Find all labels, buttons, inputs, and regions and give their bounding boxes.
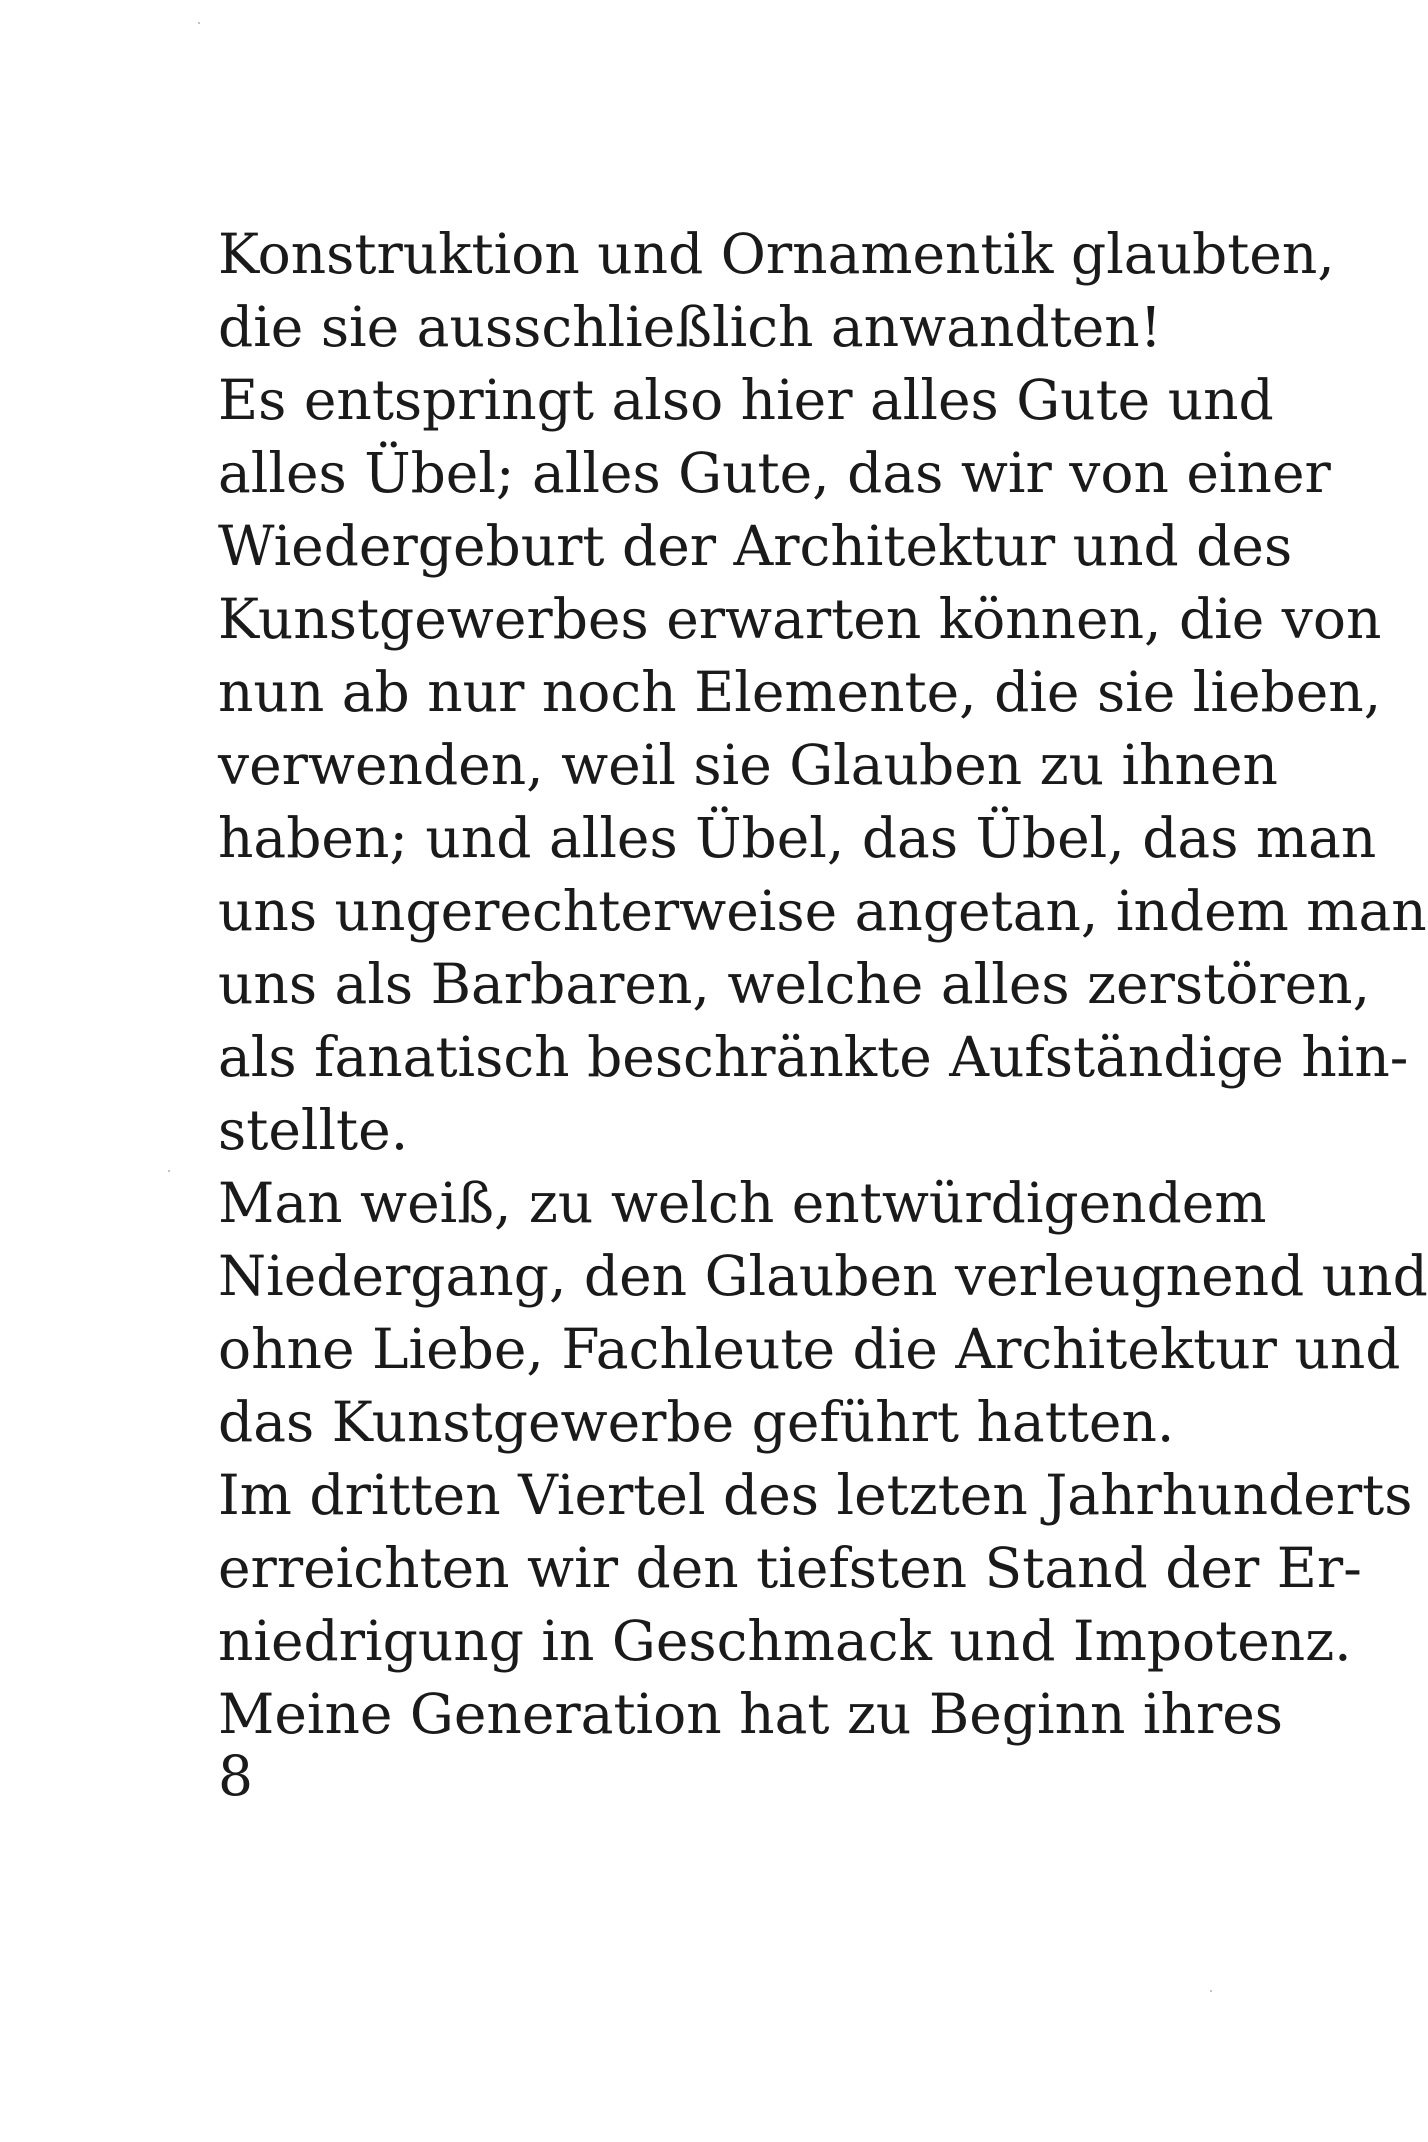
text-line: uns ungerechterweise angetan, indem man	[218, 879, 1427, 943]
text-line: nun ab nur noch Elemente, die sie lieben,	[218, 660, 1382, 724]
scan-speck	[1210, 1990, 1212, 1992]
text-line: Man weiß, zu welch entwürdigendem	[218, 1171, 1267, 1235]
page-number: 8	[218, 1744, 253, 1808]
scan-speck	[198, 22, 200, 24]
text-line: Niedergang, den Glauben verleugnend und	[218, 1244, 1428, 1308]
text-line: das Kunstgewerbe geführt hatten.	[218, 1390, 1175, 1454]
body-text	[218, 218, 1428, 1751]
text-line: Im dritten Viertel des letzten Jahrhunderts	[218, 1463, 1413, 1527]
text-line: verwenden, weil sie Glauben zu ihnen	[218, 733, 1278, 797]
text-line: Wiedergeburt der Architektur und des	[218, 514, 1293, 578]
text-line: Meine Generation hat zu Beginn ihres	[218, 1682, 1284, 1746]
text-line: niedrigung in Geschmack und Impotenz.	[218, 1609, 1352, 1673]
text-line: erreichten wir den tiefsten Stand der Er-	[218, 1536, 1362, 1600]
text-line: Konstruktion und Ornamentik glaubten,	[218, 222, 1335, 286]
text-line: alles Übel; alles Gute, das wir von einer	[218, 441, 1331, 505]
scan-speck	[168, 1170, 170, 1172]
text-line: als fanatisch beschränkte Aufständige hin-	[218, 1025, 1409, 1089]
text-line: haben; und alles Übel, das Übel, das man	[218, 806, 1377, 870]
text-line: uns als Barbaren, welche alles zerstören,	[218, 952, 1371, 1016]
text-line: ohne Liebe, Fachleute die Architektur und	[218, 1317, 1401, 1381]
text-line: Kunstgewerbes erwarten können, die von	[218, 587, 1382, 651]
text-line: Es entspringt also hier alles Gute und	[218, 368, 1274, 432]
text-line: stellte.	[218, 1098, 409, 1162]
text-line: die sie ausschließlich anwandten!	[218, 295, 1162, 359]
